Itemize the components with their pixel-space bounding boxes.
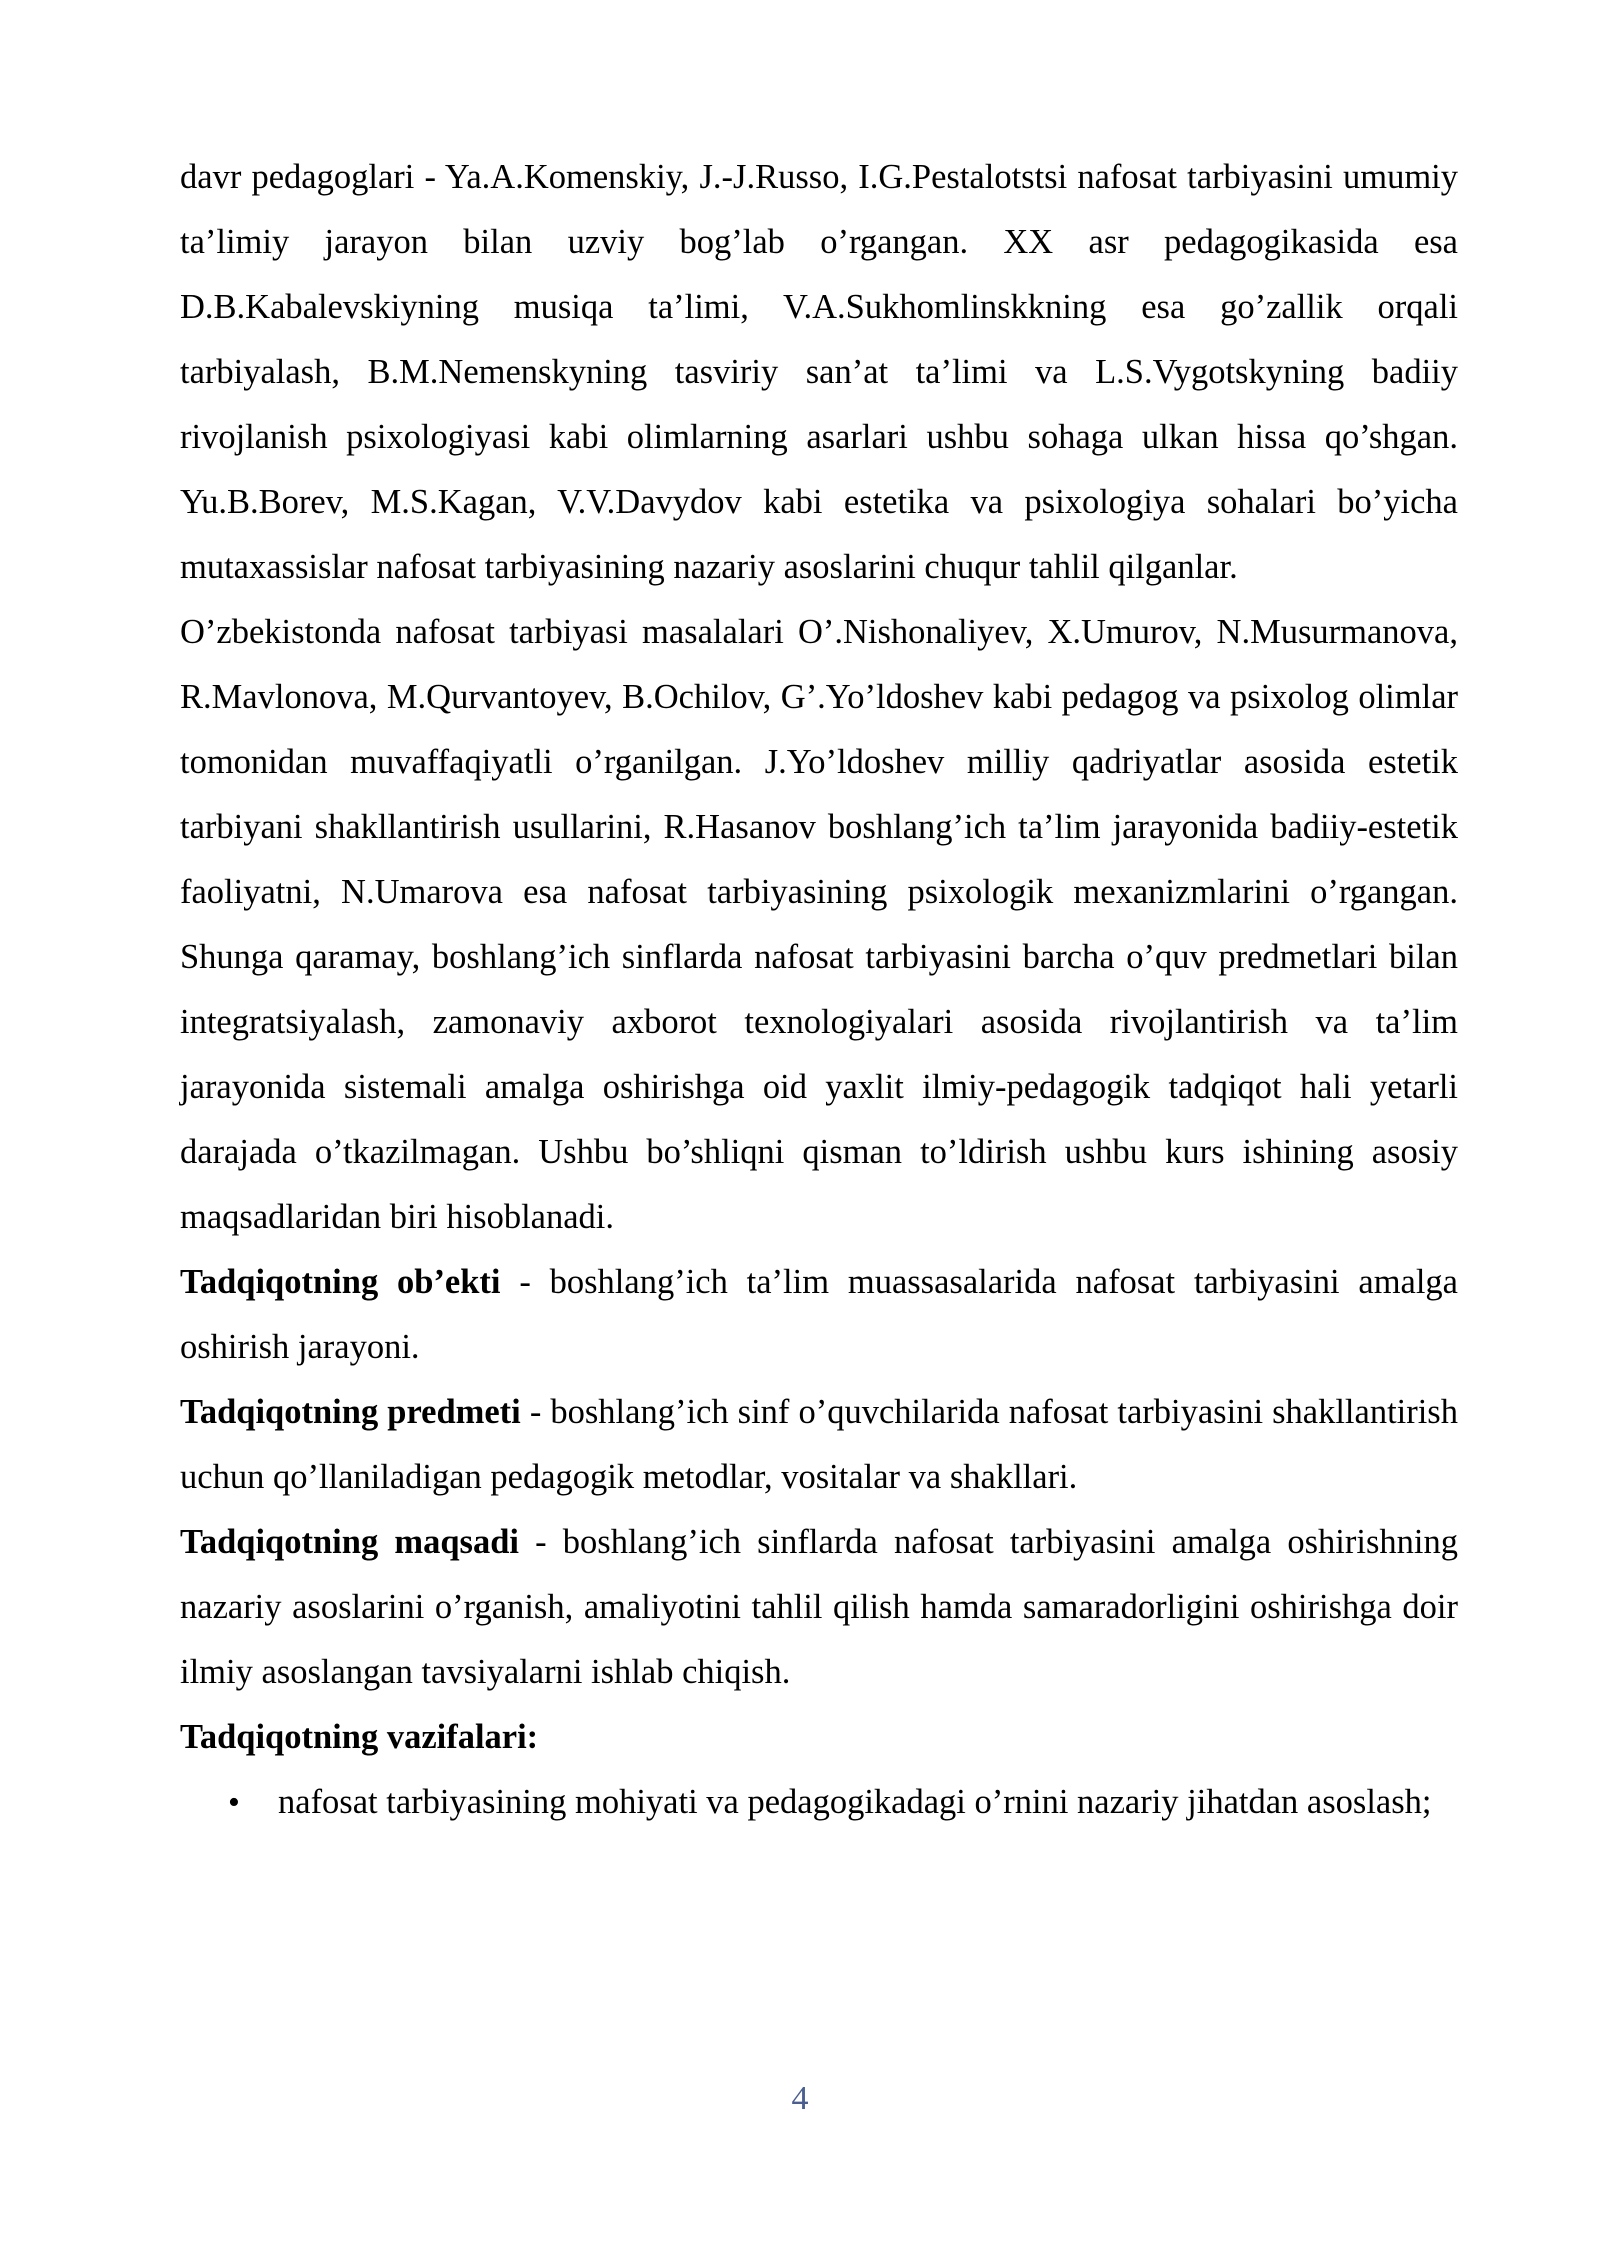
object-text: - boshlang’ich ta’lim muassasalarida nafosat tarbiyasini amalga oshirish jarayoni. xyxy=(180,1263,1458,1366)
bullet-icon: • xyxy=(228,1784,240,1821)
paragraph-object xyxy=(180,1250,1458,1380)
paragraph-goal xyxy=(180,1510,1458,1705)
subject-label: Tadqiqotning predmeti xyxy=(180,1393,521,1431)
list-item xyxy=(180,1770,1458,1835)
page-number: 4 xyxy=(791,2080,809,2117)
paragraph-tasks-heading xyxy=(180,1705,1458,1770)
list-item-text: nafosat tarbiyasining mohiyati va pedagogikadagi o’rnini nazariy jihatdan asoslash; xyxy=(278,1783,1432,1821)
paragraph-history: davr pedagoglari - Ya.A.Komenskiy, J.-J.Russo, I.G.Pestalotstsi nafosat tarbiyasini umumiy ta’limiy jarayon bilan uzviy bog’lab o’rgangan. XX asr pedagogikasida esa D.B.Kabalevskiyning musiqa ta’limi, V.A.Sukhomlinskkning esa go’zallik orqali tarbiyalash, B.M.Nemenskyning tasviriy san’at ta’limi va L.S.Vygotskyning badiiy rivojlanish psixologiyasi kabi olimlarning asarlari ushbu sohaga ulkan hissa qo’shgan. Yu.B.Borev, M.S.Kagan, V.V.Davydov kabi estetika va psixologiya sohalari bo’yicha mutaxassislar nafosat tarbiyasining nazariy asoslarini chuqur tahlil qilganlar. xyxy=(180,158,1458,586)
paragraph-uzbekistan: O’zbekistonda nafosat tarbiyasi masalalari O’.Nishonaliyev, X.Umurov, N.Musurmanova, R.Mavlonova, M.Qurvantoyev, B.Ochilov, G’.Yo’ldoshev kabi pedagog va psixolog olimlar tomonidan muvaffaqiyatli o’rganilgan. J.Yo’ldoshev milliy qadriyatlar asosida estetik tarbiyani shakllantirish usullarini, R.Hasanov boshlang’ich ta’lim jarayonida badiiy-estetik faoliyatni, N.Umarova esa nafosat tarbiyasining psixologik mexanizmlarini o’rgangan. Shunga qaramay, boshlang’ich sinflarda nafosat tarbiyasini barcha o’quv predmetlari bilan integratsiyalash, zamonaviy axborot texnologiyalari asosida rivojlantirish va ta’lim jarayonida sistemali amalga oshirishga oid yaxlit ilmiy-pedagogik tadqiqot hali yetarli darajada o’tkazilmagan. Ushbu bo’shliqni qisman to’ldirish ushbu kurs ishining asosiy maqsadlaridan biri hisoblanadi. xyxy=(180,613,1458,1236)
paragraph-subject xyxy=(180,1380,1458,1510)
tasks-label: Tadqiqotning vazifalari: xyxy=(180,1718,539,1756)
goal-text: - boshlang’ich sinflarda nafosat tarbiyasini amalga oshirishning nazariy asoslarini o’rganish, amaliyotini tahlil qilish hamda samaradorligini oshirishga doir ilmiy asoslangan tavsiyalarni ishlab chiqish. xyxy=(180,1523,1458,1691)
tasks-list xyxy=(180,1770,1458,1835)
object-label: Tadqiqotning ob’ekti xyxy=(180,1263,501,1301)
goal-label: Tadqiqotning maqsadi xyxy=(180,1523,519,1561)
subject-text: - boshlang’ich sinf o’quvchilarida nafosat tarbiyasini shakllantirish uchun qo’llaniladigan pedagogik metodlar, vositalar va shakllari. xyxy=(180,1393,1458,1496)
page-body xyxy=(180,145,1458,1835)
